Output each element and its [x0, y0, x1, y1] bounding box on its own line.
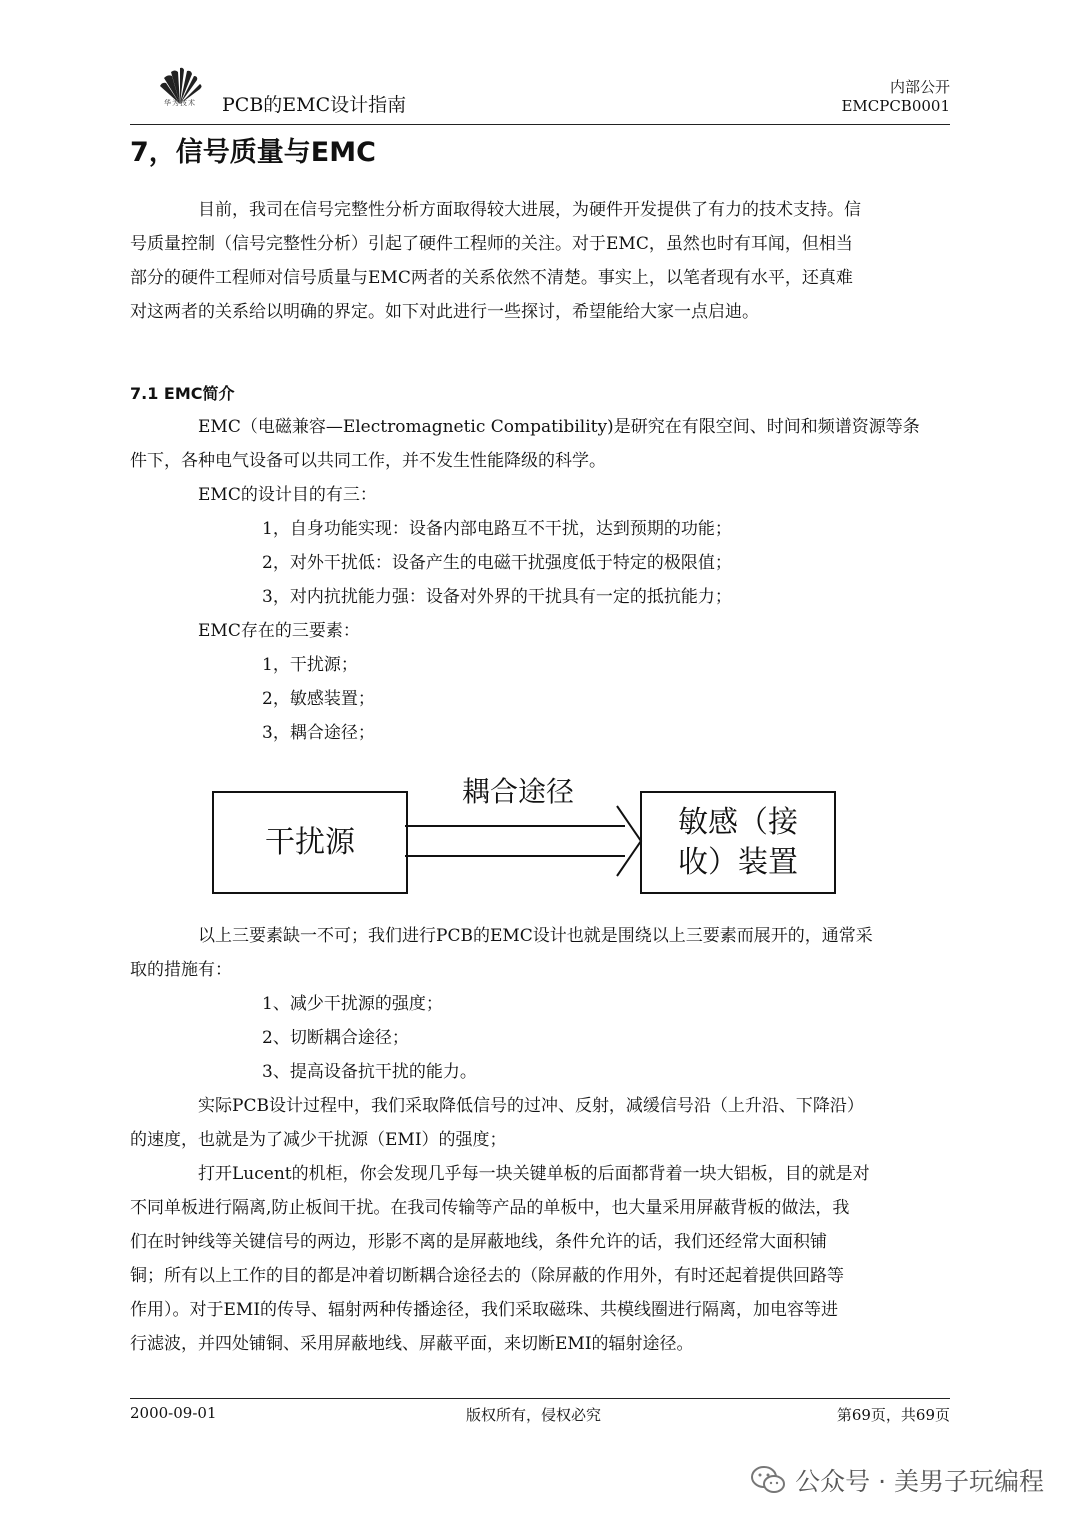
text-line: 取的措施有： [130, 960, 232, 980]
document-title: PCB的EMC设计指南 [222, 94, 407, 116]
element-item: 1，干扰源； [262, 655, 358, 675]
measure-item: 3、提高设备抗干扰的能力。 [262, 1062, 477, 1082]
element-item: 2，敏感装置； [262, 689, 375, 709]
text-line: 打开Lucent的机柜，你会发现几乎每一块关键单板的后面都背着一块大铝板，目的就是对 [198, 1164, 870, 1184]
elements-intro: EMC存在的三要素： [198, 621, 360, 641]
subsection-heading: 7.1 EMC简介 [130, 384, 235, 403]
goal-item: 2，对外干扰低：设备产生的电磁干扰强度低于特定的极限值； [262, 553, 732, 573]
wechat-icon [751, 1466, 785, 1494]
logo-text: 华为技术 [164, 99, 196, 107]
goal-item: 3，对内抗扰能力强：设备对外界的干扰具有一定的抵抗能力； [262, 587, 732, 607]
text-line: 不同单板进行隔离,防止板间干扰。在我司传输等产品的单板中，也大量采用屏蔽背板的做法，我 [130, 1198, 850, 1218]
text-line: 部分的硬件工程师对信号质量与EMC两者的关系依然不清楚。事实上，以笔者现有水平，还真难 [130, 268, 853, 288]
goals-intro: EMC的设计目的有三： [198, 485, 377, 505]
practice-paragraph [130, 1089, 940, 1157]
measures-paragraph [130, 919, 940, 987]
coupling-arrow [405, 790, 645, 880]
text-line: EMC（电磁兼容—Electromagnetic Compatibility)是研究在有限空间、时间和频谱资源等条 [198, 417, 920, 437]
source-label: 干扰源 [265, 824, 355, 860]
interference-source-box [212, 791, 408, 894]
text-line: 铜；所有以上工作的目的都是冲着切断耦合途径去的（除屏蔽的作用外，有时还起着提供回路等 [130, 1266, 844, 1286]
text-line: 件下，各种电气设备可以共同工作，并不发生性能降级的科学。 [130, 451, 606, 471]
text-line: 以上三要素缺一不可；我们进行PCB的EMC设计也就是围绕以上三要素而展开的，通常采 [198, 926, 873, 946]
text-line: 实际PCB设计过程中，我们采取降低信号的过冲、反射，减缓信号沿（上升沿、下降沿） [198, 1096, 864, 1116]
goal-item: 1，自身功能实现：设备内部电路互不干扰，达到预期的功能； [262, 519, 732, 539]
classification-label: 内部公开 [889, 78, 950, 96]
section-heading: 7，信号质量与EMC [130, 137, 376, 168]
document-number: EMCPCB0001 [841, 97, 950, 115]
text-line: 号质量控制（信号完整性分析）引起了硬件工程师的关注。对于EMC，虽然也时有耳闻，但相当 [130, 234, 853, 254]
sensitive-device-box [640, 791, 836, 894]
footer-divider [130, 1398, 950, 1399]
header-divider [130, 124, 950, 125]
measure-item: 2、切断耦合途径； [262, 1028, 409, 1048]
text-line: 们在时钟线等关键信号的两边，形影不离的是屏蔽地线，条件允许的话，我们还经常大面积铺 [130, 1232, 827, 1252]
footer-date: 2000-09-01 [130, 1404, 217, 1422]
text-line: 行滤波，并四处铺铜、采用屏蔽地线、屏蔽平面，来切断EMI的辐射途径。 [130, 1334, 694, 1354]
text-line: 目前，我司在信号完整性分析方面取得较大进展，为硬件开发提供了有力的技术支持。信 [198, 200, 861, 220]
coupling-path-label: 耦合途径 [462, 775, 575, 808]
intro-paragraph [130, 193, 940, 329]
receiver-label-line: 敏感（接 [678, 804, 798, 840]
practice-paragraph [130, 1157, 940, 1361]
measure-item: 1、减少干扰源的强度； [262, 994, 443, 1014]
receiver-label-line: 收）装置 [678, 844, 798, 880]
watermark [751, 1462, 1044, 1498]
watermark-text: 公众号 · 美男子玩编程 [795, 1467, 1044, 1496]
text-line: 作用）。对于EMI的传导、辐射两种传播途径，我们采取磁珠、共模线圈进行隔离，加电容等进 [130, 1300, 839, 1320]
footer-copyright: 版权所有，侵权必究 [466, 1406, 602, 1424]
element-item: 3，耦合途径； [262, 723, 375, 743]
definition-paragraph [130, 410, 940, 478]
text-line: 对这两者的关系给以明确的界定。如下对此进行一些探讨，希望能给大家一点启迪。 [130, 302, 759, 322]
footer-page-number: 第69页，共69页 [836, 1406, 950, 1424]
text-line: 的速度，也就是为了减少干扰源（EMI）的强度； [130, 1130, 507, 1150]
